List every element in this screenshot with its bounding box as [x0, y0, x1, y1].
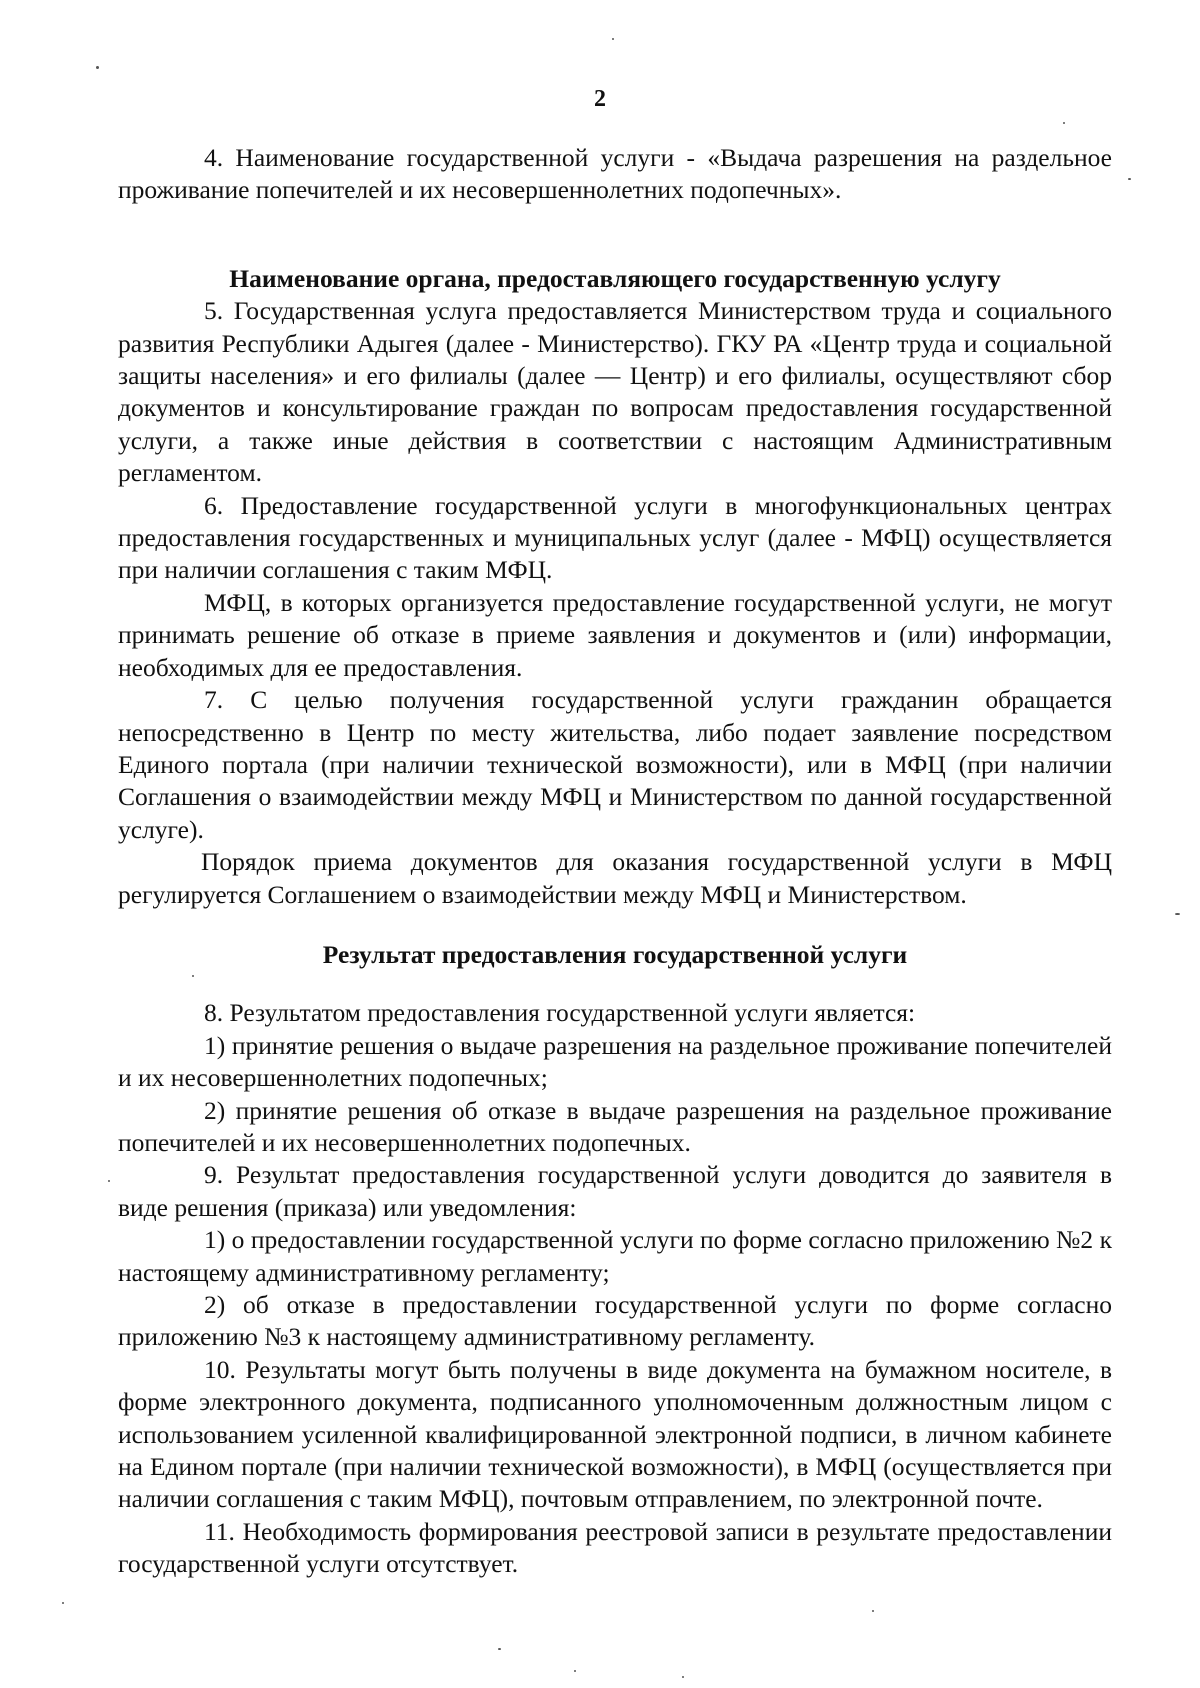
scan-speck [872, 1610, 874, 1612]
scan-speck [96, 66, 99, 69]
spacer [118, 971, 1112, 997]
heading-authority: Наименование органа, предоставляющего государственную услугу [229, 263, 1001, 293]
page-number: 2 [594, 86, 606, 112]
scan-speck [1063, 122, 1065, 124]
scan-speck [574, 1670, 576, 1672]
paragraph-9-2: 2) об отказе в предоставлении государственной услуги по форме согласно приложению №3 к настоящему административному регламенту. [118, 1290, 1112, 1352]
scan-speck [108, 1180, 110, 1182]
paragraph-9-1: 1) о предоставлении государственной услуги по форме согласно приложению №2 к настоящему административному регламенту; [118, 1225, 1112, 1287]
paragraph-10: 10. Результаты могут быть получены в виде документа на бумажном носителе, в форме электронного документа, подписанного уполномоченным должностным лицом с использованием усиленной квалифицированной электронной подписи, в личном кабинете на Едином портале (при наличии технической возможности), в МФЦ (осуществляется при наличии соглашения с таким МФЦ), почтовым отправлением, по электронной почте. [118, 1354, 1112, 1514]
paragraph-mfc: МФЦ, в которых организуется предоставление государственной услуги, не могут принимать решение об отказе в приеме заявления и документов и (или) информации, необходимых для ее предоставления. [118, 587, 1112, 682]
paragraph-7: 7. С целью получения государственной услуги гражданин обращается непосредственно в Центр по месту жительства, либо подает заявление посредством Единого портала (при наличии технической возможности), или в МФЦ (при наличии Соглашения о взаимодействии между МФЦ и Министерством по данной государственной услуге). [118, 685, 1112, 844]
paragraph-order: Порядок приема документов для оказания государственной услуги в МФЦ регулируется Соглашением о взаимодействии между МФЦ и Министерством. [118, 847, 1112, 909]
paragraph-9: 9. Результат предоставления государственной услуги доводится до заявителя в виде решения (приказа) или уведомления: [118, 1160, 1112, 1222]
scan-speck [192, 975, 194, 977]
paragraph-8: 8. Результатом предоставления государственной услуги является: [204, 998, 916, 1028]
heading-result: Результат предоставления государственной услуги [322, 939, 908, 969]
scan-speck [612, 38, 614, 40]
scan-speck [498, 1648, 501, 1650]
paragraph-6: 6. Предоставление государственной услуги в многофункциональных центрах предоставления государственных и муниципальных услуг (далее - МФЦ) осуществляется при наличии соглашения с таким МФЦ. [118, 490, 1112, 585]
paragraph-8-1: 1) принятие решения о выдаче разрешения на раздельное проживание попечителей и их несовершеннолетних подопечных; [118, 1030, 1112, 1093]
document-body [118, 142, 1112, 1581]
paragraph-8-2: 2) принятие решения об отказе в выдаче разрешения на раздельное проживание попечителей и их несовершеннолетних подопечных. [118, 1095, 1112, 1157]
scan-speck [1128, 178, 1131, 180]
spacer [118, 911, 1112, 939]
paragraph-11: 11. Необходимость формирования реестровой записи в результате предоставлении государственной услуги отсутствует. [118, 1516, 1112, 1579]
paragraph-5: 5. Государственная услуга предоставляется Министерством труда и социального развития Республики Адыгея (далее - Министерство). ГКУ РА «Центр труда и социальной защиты населения» и его филиалы (далее — Центр) и его филиалы, осуществляют сбор документов и консультирование граждан по вопросам предоставления государственной услуги, а также иные действия в соответствии с настоящим Административным регламентом. [118, 296, 1112, 488]
scan-speck [682, 1676, 684, 1678]
scan-speck [62, 1602, 64, 1604]
spacer [118, 207, 1112, 263]
paragraph-4: 4. Наименование государственной услуги - «Выдача разрешения на раздельное проживание попечителей и их несовершеннолетних подопечных». [118, 143, 1112, 205]
scan-speck [1175, 913, 1180, 915]
